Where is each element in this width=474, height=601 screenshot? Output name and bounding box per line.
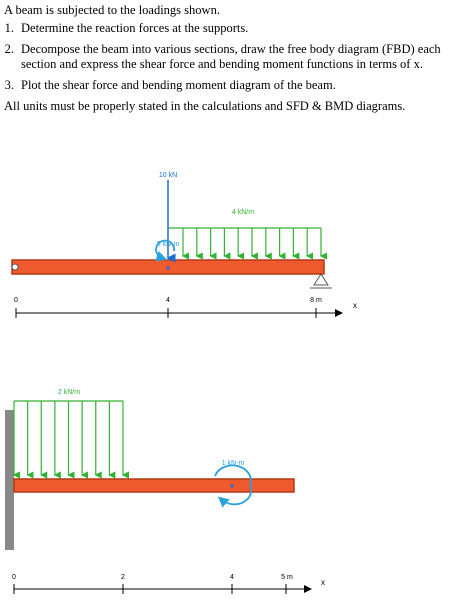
- x-axis-2: [14, 584, 311, 594]
- tick-label-8: 8 m: [310, 297, 322, 304]
- axis-label-x-1: x: [353, 301, 357, 310]
- distributed-load-2: [14, 401, 123, 475]
- tick-label-0: 0: [12, 574, 16, 581]
- tick-label-5: 5 m: [281, 574, 293, 581]
- item-number: 3.: [4, 78, 14, 92]
- distributed-load-label-1: 4 kN/m: [231, 209, 255, 216]
- roller-support-right: [310, 274, 332, 288]
- item-text: Plot the shear force and bending moment diagram of the beam.: [21, 78, 336, 92]
- problem-note: All units must be properly stated in the calculations and SFD & BMD diagrams.: [4, 99, 406, 113]
- item-number: 1.: [4, 21, 14, 35]
- tick-label-2: 2: [121, 574, 125, 581]
- distributed-load-1: [168, 228, 321, 256]
- tick-label-4: 4: [230, 574, 234, 581]
- moment-label-1: 5 kN-m: [156, 241, 180, 248]
- distributed-load-label-2: 2 kN/m: [57, 389, 81, 396]
- axis-label-x-2: x: [321, 578, 325, 587]
- pin-support-left: [12, 264, 18, 270]
- tick-label-4: 4: [166, 297, 170, 304]
- item-text: Determine the reaction forces at the supports.: [21, 21, 249, 35]
- problem-intro: A beam is subjected to the loadings shown.: [4, 3, 220, 17]
- tick-label-0: 0: [14, 297, 18, 304]
- x-axis-1: [16, 308, 342, 318]
- item-number: 2.: [4, 42, 14, 56]
- item-text: Decompose the beam into various sections, draw the free body diagram (FBD) each section and express the shear force and bending moment functions in terms of x.: [21, 42, 441, 71]
- fixed-wall: [5, 410, 14, 550]
- point-load-label: 10 kN: [158, 172, 178, 179]
- moment-label-2: 1 kN-m: [221, 460, 245, 467]
